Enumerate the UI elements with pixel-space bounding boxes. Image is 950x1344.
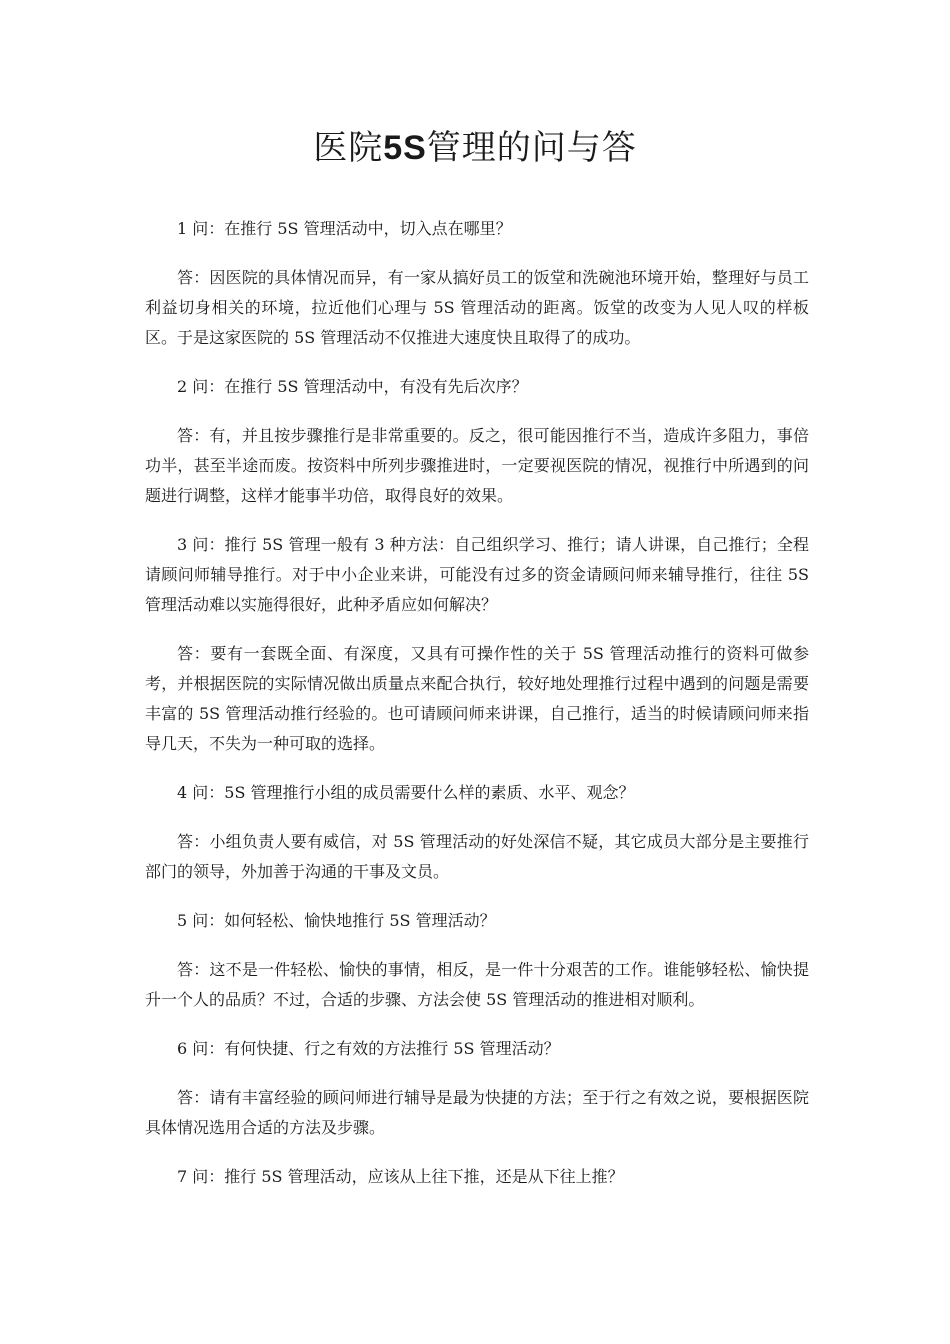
answer-2: 答：有，并且按步骤推行是非常重要的。反之，很可能因推行不当，造成许多阻力，事倍功半，甚至半途而废。按资料中所列步骤推进时，一定要视医院的情况，视推行中所遇到的问题进行调整，这样才能事半功倍，取得良好的效果。 (145, 426, 809, 505)
answer-5: 答：这不是一件轻松、愉快的事情，相反，是一件十分艰苦的工作。谁能够轻松、愉快提升一个人的品质？不过，合适的步骤、方法会使 5S 管理活动的推进相对顺利。 (145, 960, 809, 1009)
answer-1: 答：因医院的具体情况而异，有一家从搞好员工的饭堂和洗碗池环境开始，整理好与员工利益切身相关的环境，拉近他们心理与 5S 管理活动的距离。饭堂的改变为人见人叹的样板区。于是这家医院的 5S 管理活动不仅推进大速度快且取得了的成功。 (145, 268, 809, 347)
title-part-2: 5S (383, 128, 427, 167)
answer-4: 答：小组负责人要有威信，对 5S 管理活动的好处深信不疑，其它成员大部分是主要推行部门的领导，外加善于沟通的干事及文员。 (145, 832, 809, 881)
document-title (0, 123, 950, 173)
question-3: 3 问：推行 5S 管理一般有 3 种方法：自己组织学习、推行；请人讲课，自己推行；全程请顾问师辅导推行。对于中小企业来讲，可能没有过多的资金请顾问师来辅导推行，往往 5S 管理活动难以实施得很好，此种矛盾应如何解决？ (145, 535, 809, 614)
question-1: 1 问：在推行 5S 管理活动中，切入点在哪里？ (177, 219, 512, 238)
document-body (145, 214, 809, 1211)
question-7: 7 问：推行 5S 管理活动，应该从上往下推，还是从下往上推？ (177, 1167, 624, 1186)
title-part-1: 医院 (313, 127, 384, 168)
answer-6: 答：请有丰富经验的顾问师进行辅导是最为快捷的方法；至于行之有效之说，要根据医院具体情况选用合适的方法及步骤。 (145, 1088, 809, 1137)
question-4: 4 问：5S 管理推行小组的成员需要什么样的素质、水平、观念？ (177, 783, 635, 802)
answer-3: 答：要有一套既全面、有深度，又具有可操作性的关于 5S 管理活动推行的资料可做参考，并根据医院的实际情况做出质量点来配合执行，较好地处理推行过程中遇到的问题是需要丰富的 5S 管理活动推行经验的。也可请顾问师来讲课，自己推行，适当的时候请顾问师来指导几天，不失为一种可取的选择。 (145, 644, 809, 753)
question-6: 6 问：有何快捷、行之有效的方法推行 5S 管理活动？ (177, 1039, 560, 1058)
question-2: 2 问：在推行 5S 管理活动中，有没有先后次序？ (177, 377, 528, 396)
title-part-3: 管理的问与答 (426, 127, 637, 168)
question-5: 5 问：如何轻松、愉快地推行 5S 管理活动？ (177, 911, 496, 930)
